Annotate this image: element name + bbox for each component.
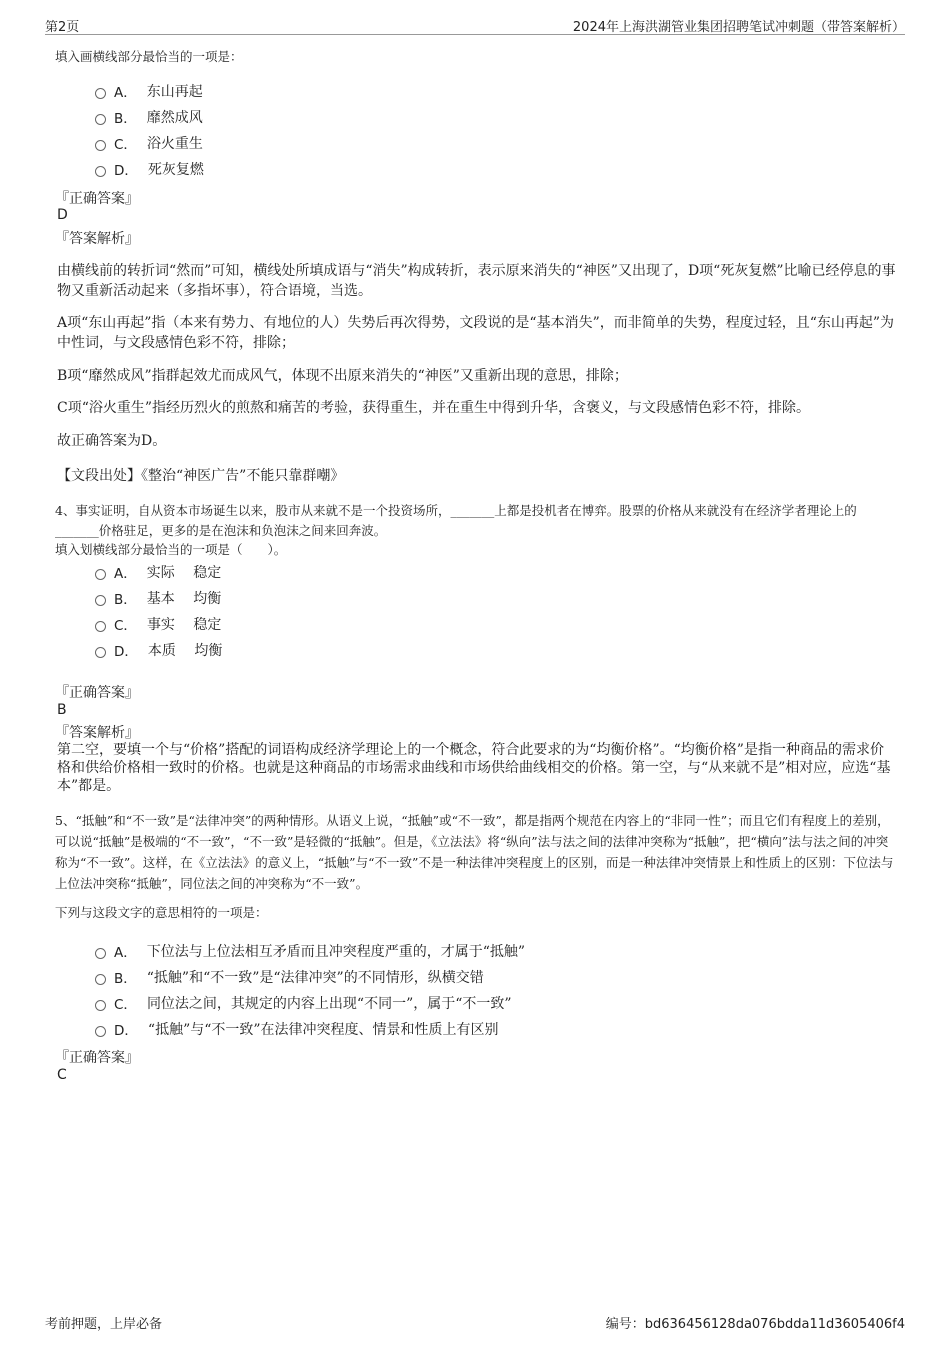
radio-icon[interactable]	[95, 974, 106, 985]
q5-option-b[interactable]	[95, 966, 484, 988]
q4-option-d[interactable]	[95, 639, 222, 661]
page-number: 第2页	[45, 20, 80, 35]
q3-analysis-p4: C项“浴火重生”指经历烈火的煎熬和痛苦的考验，获得重生，并在重生中得到升华，含褒义，与文段感情色彩不符，排除。	[57, 400, 811, 416]
option-text: “抵触”和“不一致”是“法律冲突”的不同情形，纵横交错	[146, 970, 484, 986]
radio-icon[interactable]	[95, 88, 106, 99]
q4-answer: B	[57, 702, 67, 718]
q3-option-d[interactable]	[95, 158, 204, 180]
option-letter: A．	[114, 85, 137, 101]
option-letter: D．	[114, 1023, 138, 1039]
q3-analysis-p3: B项“靡然成风”指群起效尤而成风气，体现不出原来消失的“神医”又重新出现的意思，排除；	[57, 368, 628, 384]
footer-code-value: bd636456128da076bdda11d3605406f4	[644, 1317, 905, 1332]
q3-answer: D	[57, 207, 68, 223]
option-text: “抵触”与“不一致”在法律冲突程度、情景和性质上有区别	[147, 1022, 499, 1038]
option-letter: B．	[114, 971, 137, 987]
option-letter: A．	[114, 566, 137, 582]
q5-option-d[interactable]	[95, 1018, 499, 1040]
q4-answer-label: 『正确答案』	[55, 685, 139, 701]
radio-icon[interactable]	[95, 140, 106, 151]
q4-stem: 4、事实证明，自从资本市场诞生以来，股市从来就不是一个投资场所，_______上都是投机者在博弈。股票的价格从来就没有在经济学者理论上的_______价格驻足，更多的是在泡沫和负泡沫之间来回奔波。	[55, 503, 857, 538]
page-header	[45, 14, 905, 35]
option-letter: C．	[114, 997, 137, 1013]
option-letter: B．	[114, 592, 137, 608]
q5-prompt: 下列与这段文字的意思相符的一项是：	[55, 905, 268, 920]
q3-analysis-p5: 故正确答案为D。	[57, 433, 167, 449]
q4-analysis-label: 『答案解析』	[55, 725, 139, 741]
option-text: 本质 均衡	[147, 643, 223, 659]
q4-analysis: 第二空，要填一个与“价格”搭配的词语构成经济学理论上的一个概念，符合此要求的为“均衡价格”。“均衡价格”是指一种商品的需求价格和供给价格相一致时的价格。也就是这种商品的市场需求曲线和市场供给曲线相交的价格。第一空，与“从来就不是”相对应，应选“基本”都是。	[57, 742, 891, 794]
option-text: 基本 均衡	[146, 591, 222, 607]
option-letter: C．	[114, 137, 137, 153]
q3-analysis-p2: A项“东山再起”指（本来有势力、有地位的人）失势后再次得势，文段说的是“基本消失”，而非简单的失势，程度过轻，且“东山再起”为中性词，与文段感情色彩不符，排除；	[57, 315, 895, 351]
option-text: 死灰复燃	[147, 162, 204, 178]
q3-prompt: 填入画横线部分最恰当的一项是：	[55, 49, 243, 64]
q5-option-c[interactable]	[95, 992, 512, 1014]
q3-answer-label: 『正确答案』	[55, 191, 139, 207]
radio-icon[interactable]	[95, 569, 106, 580]
q3-option-c[interactable]	[95, 132, 203, 154]
q4-option-a[interactable]	[95, 561, 221, 583]
option-text: 同位法之间，其规定的内容上出现“不同一”，属于“不一致”	[146, 996, 512, 1012]
option-text: 浴火重生	[146, 136, 203, 152]
radio-icon[interactable]	[95, 1026, 106, 1037]
q3-option-b[interactable]	[95, 106, 203, 128]
option-text: 靡然成风	[146, 110, 203, 126]
q4-option-b[interactable]	[95, 587, 221, 609]
q5-answer: C	[57, 1067, 67, 1083]
q4-prompt: 填入划横线部分最恰当的一项是（ ）。	[55, 542, 287, 557]
radio-icon[interactable]	[95, 166, 106, 177]
radio-icon[interactable]	[95, 1000, 106, 1011]
radio-icon[interactable]	[95, 948, 106, 959]
option-letter: D．	[114, 644, 138, 660]
q5-answer-label: 『正确答案』	[55, 1050, 139, 1066]
radio-icon[interactable]	[95, 595, 106, 606]
q3-source: 【文段出处】《整治“神医广告”不能只靠群嘲》	[57, 468, 345, 484]
option-letter: C．	[114, 618, 137, 634]
footer-code-label: 编号：	[605, 1317, 645, 1332]
option-letter: B．	[114, 111, 137, 127]
footer-code	[606, 1313, 905, 1332]
option-text: 事实 稳定	[146, 617, 222, 633]
option-text: 东山再起	[146, 84, 203, 100]
q4-option-c[interactable]	[95, 613, 221, 635]
q3-analysis-p1: 由横线前的转折词“然而”可知，横线处所填成语与“消失”构成转折，表示原来消失的“神医”又出现了，D项“死灰复燃”比喻已经停息的事物又重新活动起来（多指坏事），符合语境，当选。	[57, 263, 896, 299]
radio-icon[interactable]	[95, 621, 106, 632]
option-text: 下位法与上位法相互矛盾而且冲突程度严重的，才属于“抵触”	[146, 944, 526, 960]
option-letter: D．	[114, 163, 138, 179]
option-letter: A．	[114, 945, 137, 961]
document-title: 2024年上海洪湖管业集团招聘笔试冲刺题（带答案解析）	[572, 20, 905, 35]
q3-option-a[interactable]	[95, 80, 203, 102]
footer-slogan: 考前押题，上岸必备	[45, 1317, 163, 1332]
q3-analysis-label: 『答案解析』	[55, 231, 139, 247]
radio-icon[interactable]	[95, 114, 106, 125]
q5-option-a[interactable]	[95, 940, 525, 962]
option-text: 实际 稳定	[146, 565, 222, 581]
radio-icon[interactable]	[95, 647, 106, 658]
q5-stem: 5、“抵触”和“不一致”是“法律冲突”的两种情形。从语义上说，“抵触”或“不一致”，都是指两个规范在内容上的“非同一性”；而且它们有程度上的差别，可以说“抵触”是极端的“不一致”，“不一致”是轻微的“抵触”。但是，《立法法》将“纵向”法与法之间的法律冲突称为“抵触”，把“横向”法与法之间的冲突称为“不一致”。这样，在《立法法》的意义上，“抵触”与“不一致”不是一种法律冲突程度上的区别，而是一种法律冲突情景上和性质上的区别：下位法与上位法冲突称“抵触”，同位法之间的冲突称为“不一致”。	[55, 813, 894, 891]
